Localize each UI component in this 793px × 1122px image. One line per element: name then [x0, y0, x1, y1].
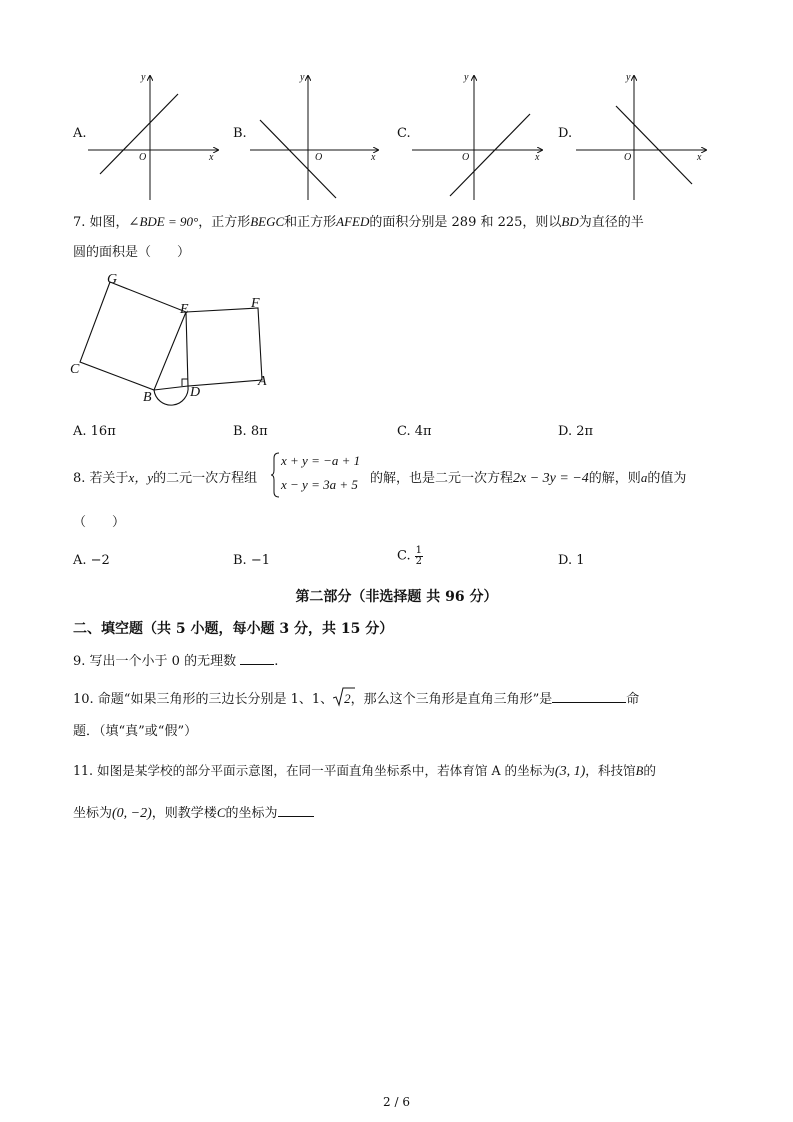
- q9-answer-blank[interactable]: [240, 650, 274, 665]
- q6-a-x-label: x: [209, 152, 214, 163]
- q11-coord-a: (3, 1): [554, 764, 586, 779]
- q6-option-b-label: B.: [233, 126, 247, 141]
- q7-angle: ∠BDE = 90°: [128, 214, 199, 229]
- q7-prefix: 7. 如图，: [73, 215, 129, 230]
- q6-c-y-label: y: [464, 72, 469, 83]
- q6-d-origin-label: O: [624, 152, 632, 163]
- page-number: 2 / 6: [383, 1095, 410, 1109]
- q7-label-d: D: [190, 385, 201, 400]
- q11-line1: [73, 762, 656, 781]
- section2-title: 二、填空题（共 5 小题，每小题 3 分，共 15 分）: [73, 621, 394, 637]
- q6-d-x-label: x: [697, 152, 702, 163]
- q7-option-a: A. 16π: [73, 424, 116, 439]
- q8-option-a: A. −2: [73, 553, 110, 568]
- q8-equation-2: x − y = 3a + 5: [281, 477, 358, 492]
- q10-sqrt-sign: [333, 687, 355, 707]
- q6-graph-d: [576, 72, 711, 202]
- q10-suffix: 命: [626, 692, 640, 707]
- q8-mid1: 的二元一次方程组: [153, 471, 258, 486]
- q7-mid3: 的面积分别是 289 和 225，则以: [369, 215, 562, 230]
- q11-var-b: B: [635, 764, 644, 778]
- q7-suffix: 为直径的半: [578, 215, 644, 230]
- q8-option-c-fraction: [415, 546, 423, 567]
- q10-mid: ，那么这个三角形是直角三角形”是: [350, 692, 553, 707]
- q7-option-c: C. 4π: [397, 424, 432, 439]
- q10-sqrt-arg: 2: [344, 691, 351, 706]
- q11-line2: [73, 802, 314, 823]
- q6-d-y-label: y: [626, 72, 631, 83]
- q7-square1: BEGC: [250, 214, 285, 229]
- q6-b-x-label: x: [371, 152, 376, 163]
- q8-prefix: 8. 若关于: [73, 471, 129, 486]
- q10-line1: [73, 688, 639, 709]
- q7-mid2: 和正方形: [284, 215, 337, 230]
- q8-option-d: D. 1: [558, 553, 585, 568]
- q8-line1-part1: [73, 469, 257, 488]
- q7-label-f: F: [251, 296, 260, 311]
- q8-var-a: a: [640, 470, 648, 485]
- q6-option-a-label: A.: [73, 126, 87, 141]
- q9-end: .: [274, 654, 279, 669]
- q8-option-c: [397, 546, 423, 567]
- q6-graph-a: [88, 72, 223, 202]
- q8-equation-system: [271, 452, 371, 498]
- q8-fraction-denominator: 2: [415, 556, 422, 567]
- q10-sqrt: [333, 690, 351, 709]
- q7-square2: AFED: [336, 214, 370, 229]
- q10-prefix: 10. 命题“如果三角形的三边长分别是 1、1、: [73, 692, 334, 707]
- q7-line1: [73, 213, 644, 232]
- q7-label-e: E: [180, 302, 189, 317]
- q7-label-g: G: [107, 272, 118, 287]
- q11-mid: ，科技馆: [585, 763, 636, 778]
- q8-suffix: 的值为: [647, 471, 687, 486]
- q8-mid3: 的解，则: [588, 471, 641, 486]
- q11-var-c: C: [216, 805, 226, 820]
- q9-line: [73, 650, 278, 671]
- q8-equation-3: 2x − 3y = −4: [513, 471, 589, 486]
- q7-segment: BD: [561, 214, 579, 229]
- q9-text: 9. 写出一个小于 0 的无理数: [73, 654, 237, 669]
- q7-figure: [70, 272, 280, 412]
- q6-graph-b: [250, 72, 385, 202]
- part2-title: 第二部分（非选择题 共 96 分）: [295, 589, 498, 605]
- q6-a-origin-label: O: [139, 152, 147, 163]
- q11-coord-b: (0, −2): [112, 806, 152, 821]
- q7-label-a: A: [258, 374, 267, 389]
- q8-line2: （ ）: [73, 515, 126, 530]
- q6-graph-c: [412, 72, 547, 202]
- q7-mid1: ，正方形: [198, 215, 251, 230]
- q11-line2-mid: ，则教学楼: [151, 806, 217, 821]
- q11-answer-blank[interactable]: [278, 802, 314, 817]
- q11-suffix: 的: [643, 763, 656, 778]
- q8-option-b: B. −1: [233, 553, 270, 568]
- q6-a-y-label: y: [141, 72, 146, 83]
- q7-label-b: B: [143, 390, 152, 405]
- q8-fraction-numerator: 1: [415, 545, 422, 556]
- q6-b-y-label: y: [300, 72, 305, 83]
- q10-answer-blank[interactable]: [552, 688, 626, 703]
- q6-option-d-label: D.: [558, 126, 573, 141]
- q8-vars: x，y: [128, 470, 154, 485]
- q8-mid2: 的解，也是二元一次方程: [370, 471, 514, 486]
- q8-equation-1: x + y = −a + 1: [281, 453, 361, 468]
- q8-line1-part2: [370, 469, 686, 488]
- q6-c-origin-label: O: [462, 152, 470, 163]
- q6-b-origin-label: O: [315, 152, 323, 163]
- q6-c-x-label: x: [535, 152, 540, 163]
- q7-option-b: B. 8π: [233, 424, 268, 439]
- q8-brace: [271, 452, 281, 498]
- q7-line2: 圆的面积是（ ）: [73, 245, 191, 260]
- q7-option-d: D. 2π: [558, 424, 594, 439]
- q11-line2-suffix: 的坐标为: [225, 806, 278, 821]
- q11-line2-prefix: 坐标为: [73, 806, 113, 821]
- q11-prefix: 11. 如图是某学校的部分平面示意图，在同一平面直角坐标系中，若体育馆 A 的坐标为: [73, 763, 555, 778]
- q7-label-c: C: [70, 362, 80, 377]
- q10-line2: 题．（填“真”或“假”）: [73, 724, 198, 739]
- q8-option-c-label: C.: [397, 548, 411, 564]
- q6-option-c-label: C.: [397, 126, 411, 141]
